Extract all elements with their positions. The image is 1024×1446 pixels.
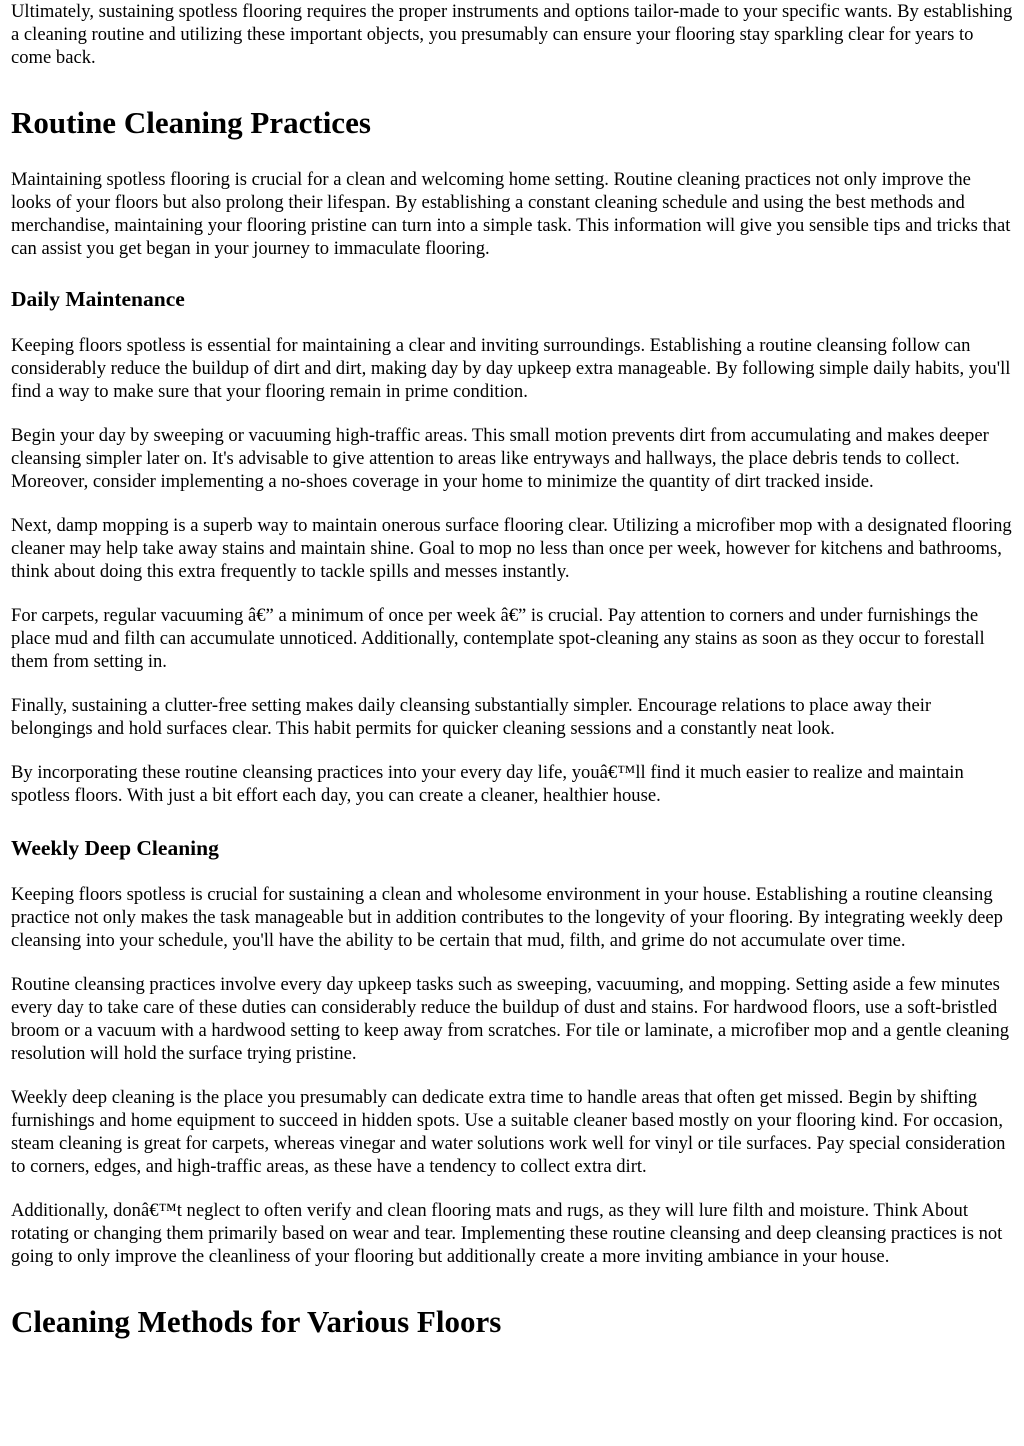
daily-paragraph-4: For carpets, regular vacuuming â€” a minimum of once per week â€” is crucial. Pay attention to corners and under furnishings the place mud and filth can accumulate unnoticed. Additionally, contemplate spot-cleaning any stains as soon as they occur to forestall them from setting in.: [11, 605, 985, 672]
weekly-paragraph-2: Routine cleansing practices involve every day upkeep tasks such as sweeping, vacuuming, and mopping. Setting aside a few minutes every day to take care of these duties can considerably reduce the buildup of dust and stains. For hardwood floors, use a soft-bristled broom or a vacuum with a hardwood setting to keep away from scratches. For tile or laminate, a microfiber mop and a gentle cleaning resolution will hold the surface trying pristine.: [11, 974, 1010, 1064]
daily-paragraph-6: By incorporating these routine cleansing practices into your every day life, youâ€™ll find it much easier to realize and maintain spotless floors. With just a bit effort each day, you can create a cleaner, healthier house.: [11, 762, 964, 806]
daily-paragraph-2: Begin your day by sweeping or vacuuming high-traffic areas. This small motion prevents dirt from accumulating and makes deeper cleansing simpler later on. It's advisable to give attention to areas like entryways and hallways, the place debris tends to collect. Moreover, consider implementing a no-shoes coverage in your home to minimize the quantity of dirt tracked inside.: [11, 425, 989, 492]
weekly-paragraph-4: Additionally, donâ€™t neglect to often verify and clean flooring mats and rugs, as they will lure filth and moisture. Think About rotating or changing them primarily based on wear and tear. Implementing these routine cleansing and deep cleansing practices is not going to only improve the cleanliness of your flooring but additionally create a more inviting ambiance in your house.: [11, 1200, 1003, 1267]
routine-intro-paragraph: Maintaining spotless flooring is crucial for a clean and welcoming home setting. Routine cleaning practices not only improve the looks of your floors but also prolong their lifespan. By establishing a constant cleaning schedule and using the best methods and merchandise, maintaining your flooring pristine can turn into a simple task. This information will give you sensible tips and tricks that can assist you get began in your journey to immaculate flooring.: [11, 169, 1011, 259]
daily-paragraph-5: Finally, sustaining a clutter-free setting makes daily cleansing substantially simpler. Encourage relations to place away their belongings and hold surfaces clear. This habit permits for quicker cleaning sessions and a constantly neat look.: [11, 695, 932, 739]
weekly-paragraph-3: Weekly deep cleaning is the place you presumably can dedicate extra time to handle areas that often get missed. Begin by shifting furnishings and home equipment to succeed in hidden spots. Use a suitable cleaner based mostly on your flooring kind. For occasion, steam cleaning is great for carpets, whereas vinegar and water solutions work well for vinyl or tile surfaces. Pay special consideration to corners, edges, and high-traffic areas, as these have a tendency to collect extra dirt.: [11, 1087, 1006, 1177]
heading-cleaning-methods: Cleaning Methods for Various Floors: [11, 1304, 502, 1339]
daily-paragraph-3: Next, damp mopping is a superb way to maintain onerous surface flooring clear. Utilizing a microfiber mop with a designated flooring cleaner may help take away stains and maintain shine. Goal to mop no less than once per week, however for kitchens and bathrooms, think about doing this extra frequently to tackle spills and messes instantly.: [11, 515, 1012, 582]
weekly-paragraph-1: Keeping floors spotless is crucial for sustaining a clean and wholesome environment in your house. Establishing a routine cleansing practice not only makes the task manageable but in addition contributes to the longevity of your flooring. By integrating weekly deep cleansing into your schedule, you'll have the ability to be certain that mud, filth, and grime do not accumulate over time.: [11, 884, 1003, 951]
daily-paragraph-1: Keeping floors spotless is essential for maintaining a clear and inviting surroundings. Establishing a routine cleansing follow can considerably reduce the buildup of dirt and dirt, making day by day upkeep extra manageable. By following simple daily habits, you'll find a way to make sure that your flooring remain in prime condition.: [11, 335, 1011, 402]
heading-daily-maintenance: Daily Maintenance: [11, 287, 185, 311]
intro-paragraph: Ultimately, sustaining spotless flooring requires the proper instruments and options tailor-made to your specific wants. By establishing a cleaning routine and utilizing these important objects, you presumably can ensure your flooring stay sparkling clear for years to come back.: [11, 1, 1013, 68]
heading-routine-cleaning-practices: Routine Cleaning Practices: [11, 105, 371, 140]
heading-weekly-deep-cleaning: Weekly Deep Cleaning: [11, 836, 219, 860]
